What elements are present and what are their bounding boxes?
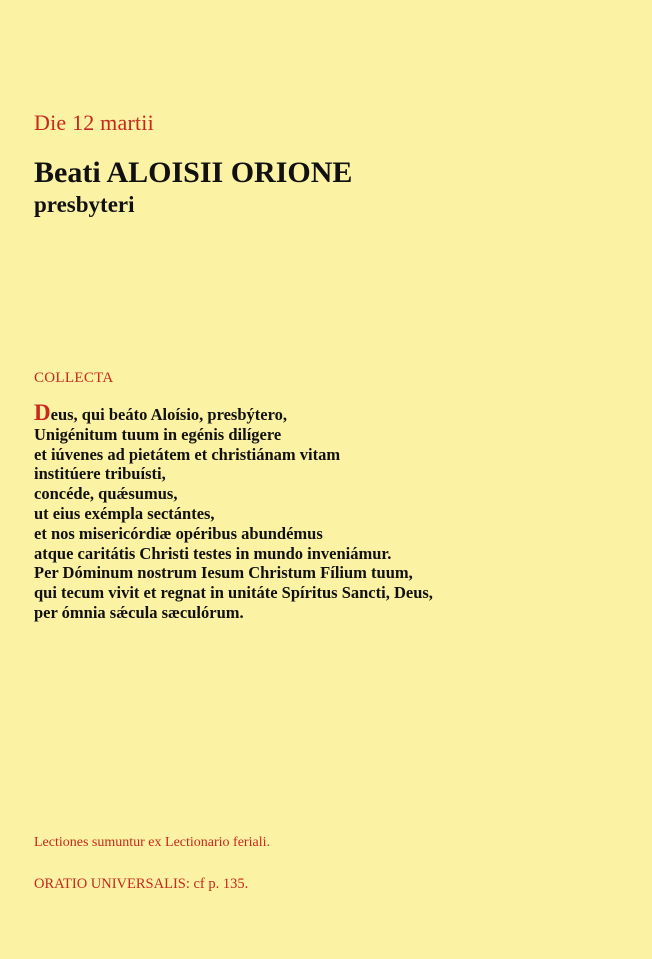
collecta-label: COLLECTA <box>34 370 114 386</box>
drop-initial: D <box>34 400 51 425</box>
prayer-line: institúere tribuísti, <box>34 464 166 484</box>
prayer-line: qui tecum vivit et regnat in unitáte Spíritus Sancti, Deus, <box>34 583 433 603</box>
lectiones-note: Lectiones sumuntur ex Lectionario feriali. <box>34 835 270 850</box>
oratio-universalis-note: ORATIO UNIVERSALIS: cf p. 135. <box>34 876 249 892</box>
prayer-line: ut eius exémpla sectántes, <box>34 503 215 523</box>
feast-subtitle: presbyteri <box>34 192 135 217</box>
prayer-line-first <box>34 400 634 425</box>
prayer-line: et nos misericórdiæ opéribus abundémus <box>34 523 323 543</box>
prayer-line: et iúvenes ad pietátem et christiánam vitam <box>34 444 341 464</box>
prayer-line: per ómnia sǽcula sæculórum. <box>34 602 244 622</box>
prayer-line: atque caritátis Christi testes in mundo inveniámur. <box>34 543 392 563</box>
prayer-first-line-text: eus, qui beáto Aloísio, presbýtero, <box>50 405 287 424</box>
feast-date: Die 12 martii <box>34 110 154 135</box>
prayer-line: Per Dóminum nostrum Iesum Christum Fílium tuum, <box>34 563 413 583</box>
feast-title: Beati ALOISII ORIONE <box>34 156 353 189</box>
prayer-line: concéde, quǽsumus, <box>34 484 178 504</box>
collecta-prayer <box>34 400 634 623</box>
prayer-line: Unigénitum tuum in egénis dilígere <box>34 424 282 444</box>
